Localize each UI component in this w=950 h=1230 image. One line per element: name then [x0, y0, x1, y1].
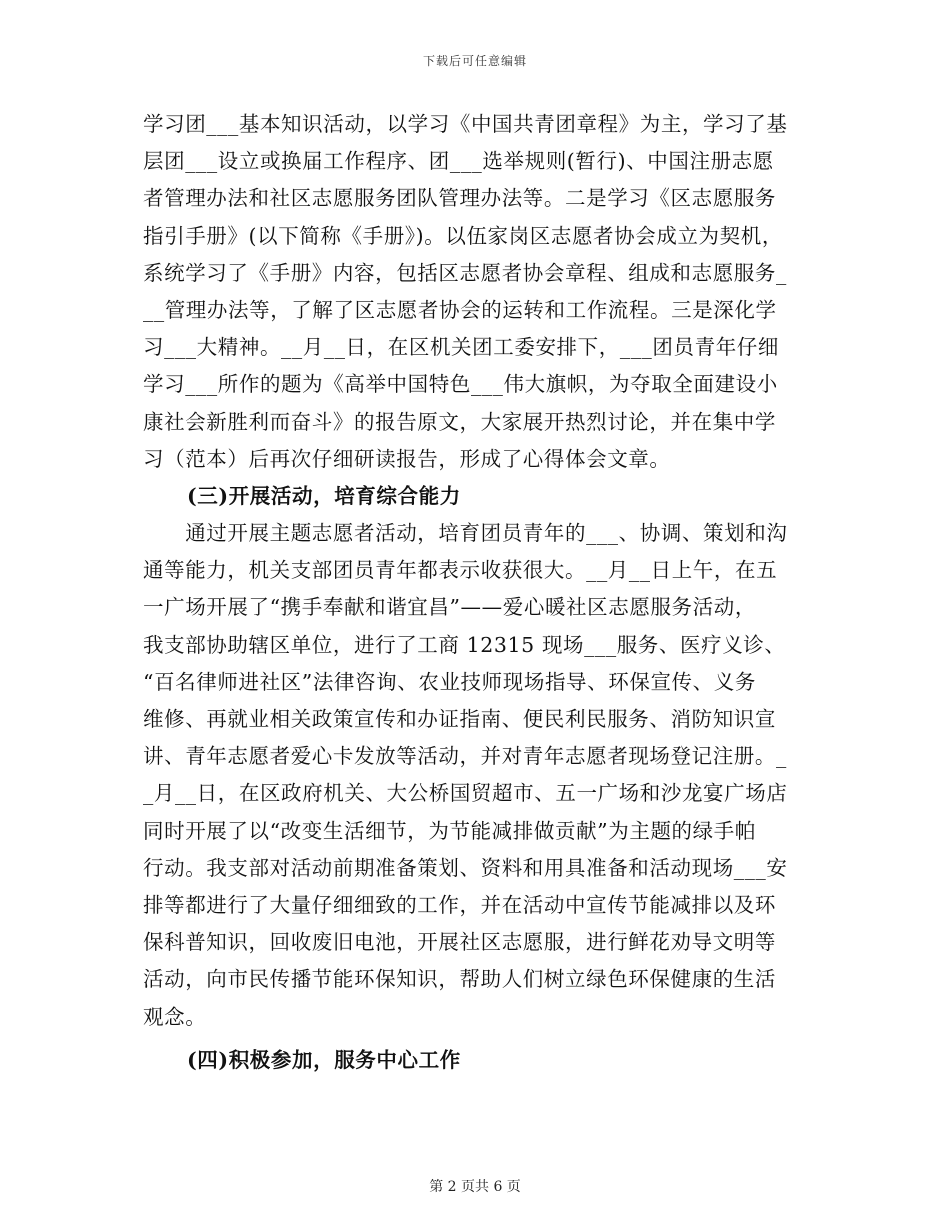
section-heading-4: (四)积极参加，服务中心工作	[187, 1047, 461, 1072]
body-line: _月__日，在区政府机关、大公桥国贸超市、五一广场和沙龙宴广场店	[143, 781, 788, 806]
section-heading-3: (三)开展活动，培育综合能力	[187, 483, 461, 508]
body-line: 者管理办法和社区志愿服务团队管理办法等。二是学习《区志愿服务	[143, 186, 776, 211]
body-line: 习___大精神。__月__日，在区机关团工委安排下，___团员青年仔细	[143, 335, 779, 360]
body-line: 康社会新胜利而奋斗》的报告原文，大家展开热烈讨论，并在集中学	[143, 409, 776, 434]
body-line: 学习团___基本知识活动，以学习《中国共青团章程》为主，学习了基	[143, 112, 788, 136]
body-line: “百名律师进社区”法律咨询、农业技师现场指导、环保宣传、义务	[143, 669, 756, 694]
page-footer: 第 2 页共 6 页	[429, 1179, 521, 1195]
body-line: 行动。我支部对活动前期准备策划、资料和用具准备和活动现场___安	[143, 855, 788, 880]
body-line: 习（范本）后再次仔细研读报告，形成了心得体会文章。	[143, 446, 671, 471]
body-line: 观念。	[143, 1004, 207, 1029]
body-line: 排等都进行了大量仔细细致的工作，并在活动中宣传节能减排以及环	[143, 892, 776, 917]
body-line: 指引手册》(以下简称《手册》)。以伍家岗区志愿者协会成立为契机，	[143, 223, 783, 248]
body-line: 讲、青年志愿者爱心卡发放等活动，并对青年志愿者现场登记注册。_	[143, 744, 787, 769]
body-line: 活动，向市民传播节能环保知识，帮助人们树立绿色环保健康的生活	[143, 967, 776, 992]
document-body	[143, 106, 808, 1079]
body-line: __管理办法等，了解了区志愿者协会的运转和工作流程。三是深化学	[143, 297, 777, 322]
body-line: 通过开展主题志愿者活动，培育团员青年的___、协调、策划和沟	[143, 521, 788, 546]
body-line: 通等能力，机关支部团员青年都表示收获很大。__月__日上午，在五	[143, 558, 778, 583]
body-line: 一广场开展了“携手奉献和谐宜昌”——爱心暖社区志愿服务活动，	[143, 595, 756, 620]
page-header: 下载后可任意编辑	[422, 54, 527, 68]
body-line: 保科普知识，回收废旧电池，开展社区志愿服，进行鲜花劝导文明等	[143, 930, 776, 955]
body-line: 我支部协助辖区单位，进行了工商 12315 现场___服务、医疗义诊、	[143, 632, 786, 657]
body-line: 同时开展了以“改变生活细节，为节能减排做贡献”为主题的绿手帕	[143, 818, 756, 843]
body-line: 维修、再就业相关政策宣传和办证指南、便民利民服务、消防知识宣	[143, 707, 776, 731]
body-line: 学习___所作的题为《高举中国特色___伟大旗帜，为夺取全面建设小	[143, 372, 778, 397]
body-line: 层团___设立或换届工作程序、团___选举规则(暂行)、中国注册志愿	[143, 149, 774, 174]
body-line: 系统学习了《手册》内容，包括区志愿者协会章程、组成和志愿服务_	[143, 260, 787, 285]
